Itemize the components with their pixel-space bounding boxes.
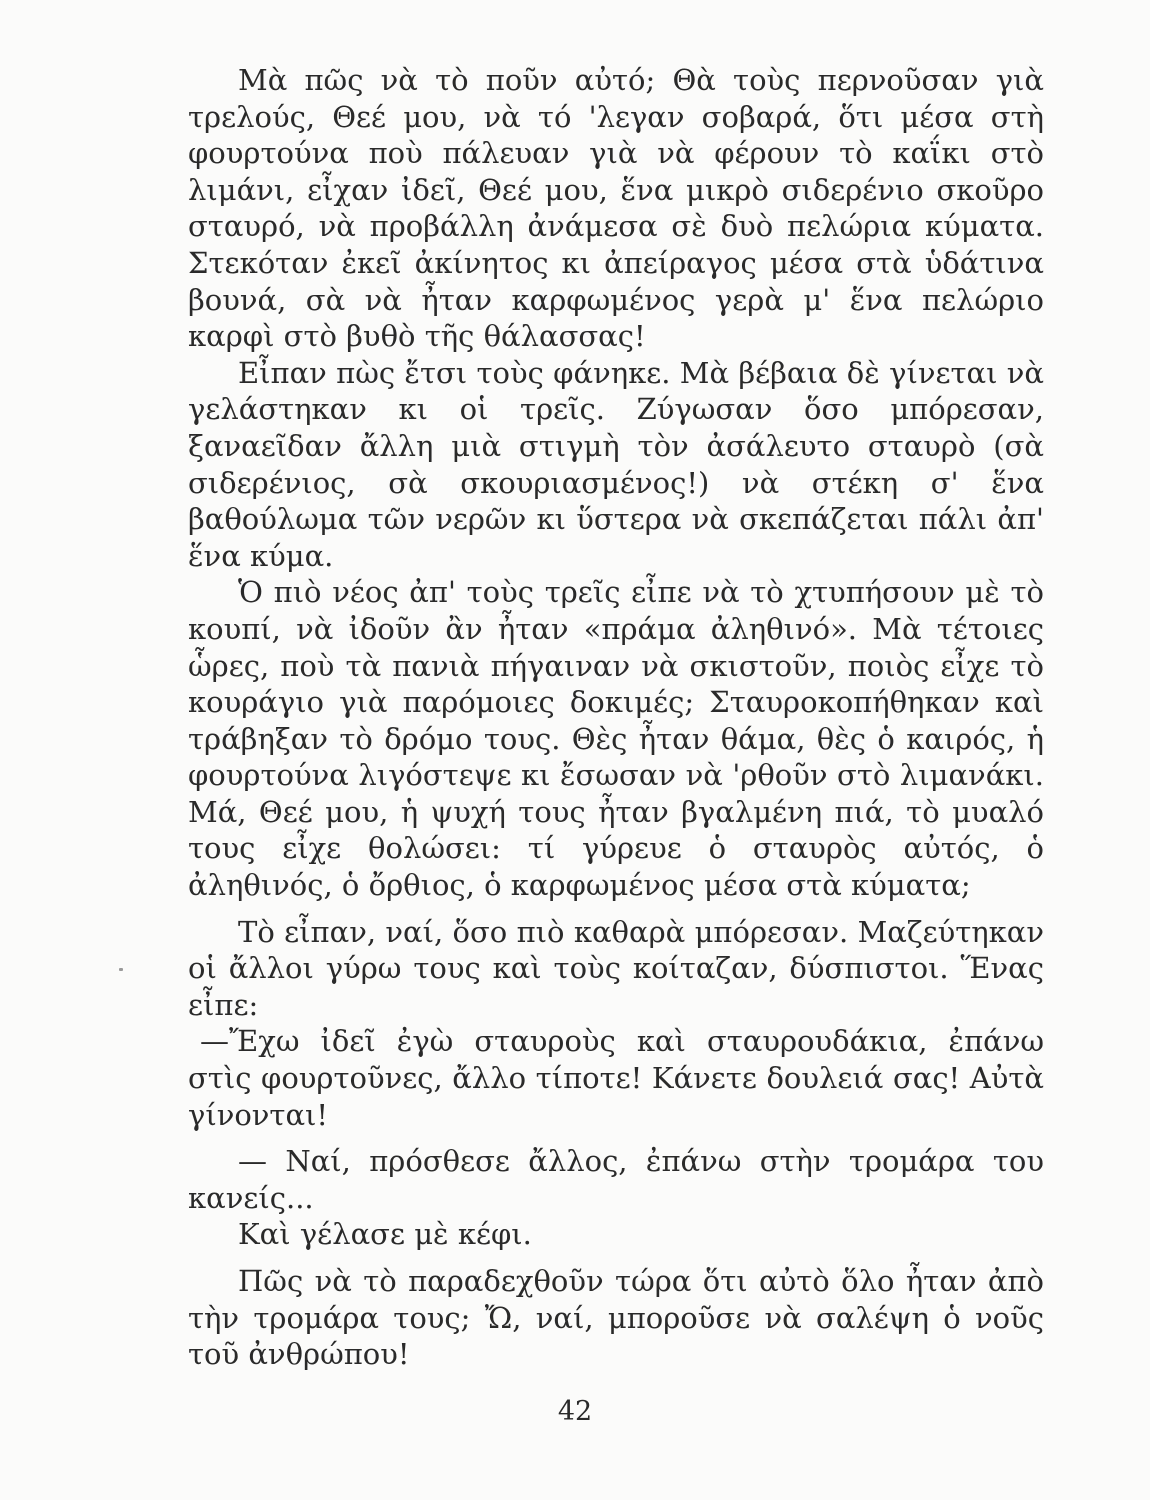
paragraph-6: Πῶς νὰ τὸ παραδεχθοῦν τώρα ὅτι αὐτὸ ὅλο ἦταν ἀπὸ τὴν τρομάρα τους; Ὤ, ναί, μποροῦσε νὰ σαλέψη ὁ νοῦς τοῦ ἀνθρώπου! (188, 1264, 1044, 1372)
paragraph-1: Μὰ πῶς νὰ τὸ ποῦν αὐτό; Θὰ τοὺς περνοῦσαν γιὰ τρελούς, Θεέ μου, νὰ τό 'λεγαν σοβαρά, ὅτι μέσα στὴ φουρτούνα ποὺ πάλευαν γιὰ νὰ φέρουν τὸ καΐκι στὸ λιμάνι, εἶχαν ἰδεῖ, Θεέ μου, ἕνα μικρὸ σιδερένιο σκοῦρο σταυρό, νὰ προβάλλη ἀνάμεσα σὲ δυὸ πελώρια κύματα. Στεκόταν ἐκεῖ ἀκίνητος κι ἀπείραγος μέσα στὰ ὑδάτινα βουνά, σὰ νὰ ἦταν καρφωμένος γερὰ μ' ἕνα πελώριο καρφὶ στὸ βυθὸ τῆς θάλασσας! (188, 63, 1044, 354)
paragraph-4: Τὸ εἶπαν, ναί, ὅσο πιὸ καθαρὰ μπόρεσαν. Μαζεύτηκαν οἱ ἄλλοι γύρω τους καὶ τοὺς κοίταζαν, δύσπιστοι. Ἕνας εἶπε: (188, 914, 1044, 1022)
paragraph-2: Εἶπαν πὼς ἔτσι τοὺς φάνηκε. Μὰ βέβαια δὲ γίνεται νὰ γελάστηκαν κι οἱ τρεῖς. Ζύγωσαν ὅσο μπόρεσαν, ξαναεῖδαν ἄλλη μιὰ στιγμὴ τὸν ἀσάλευτο σταυρὸ (σὰ σιδερένιος, σὰ σκουριασμένος!) νὰ στέκη σ' ἕνα βαθούλωμα τῶν νερῶν κι ὕστερα νὰ σκεπάζεται πάλι ἀπ' ἕνα κύμα. (188, 355, 1044, 573)
body-text (188, 62, 1044, 1373)
scan-speck (119, 968, 123, 971)
dialogue-1: —Ἔχω ἰδεῖ ἐγὼ σταυροὺς καὶ σταυρουδάκια, ἐπάνω στὶς φουρτοῦνες, ἄλλο τίποτε! Κάνετε δουλειά σας! Αὐτὰ γίνονται! (188, 1024, 1044, 1132)
paragraph-5: Καὶ γέλασε μὲ κέφι. (238, 1217, 532, 1252)
paragraph-3: Ὁ πιὸ νέος ἀπ' τοὺς τρεῖς εἶπε νὰ τὸ χτυπήσουν μὲ τὸ κουπί, νὰ ἰδοῦν ἂν ἦταν «πράμα ἀληθινό». Μὰ τέτοιες ὧρες, ποὺ τὰ πανιὰ πήγαιναν νὰ σκιστοῦν, ποιὸς εἶχε τὸ κουράγιο γιὰ παρόμοιες δοκιμές; Σταυροκοπήθηκαν καὶ τράβηξαν τὸ δρόμο τους. Θὲς ἦταν θάμα, θὲς ὁ καιρός, ἡ φουρτούνα λιγόστεψε κι ἔσωσαν νὰ 'ρθοῦν στὸ λιμανάκι. Μά, Θεέ μου, ἡ ψυχή τους ἦταν βγαλμένη πιά, τὸ μυαλό τους εἶχε θολώσει: τί γύρευε ὁ σταυρὸς αὐτός, ὁ ἀληθινός, ὁ ὄρθιος, ὁ καρφωμένος μέσα στὰ κύματα; (188, 575, 1044, 903)
page-number: 42 (557, 1396, 593, 1427)
dialogue-2: — Ναί, πρόσθεσε ἄλλος, ἐπάνω στὴν τρομάρα του κανείς... (188, 1144, 1044, 1215)
